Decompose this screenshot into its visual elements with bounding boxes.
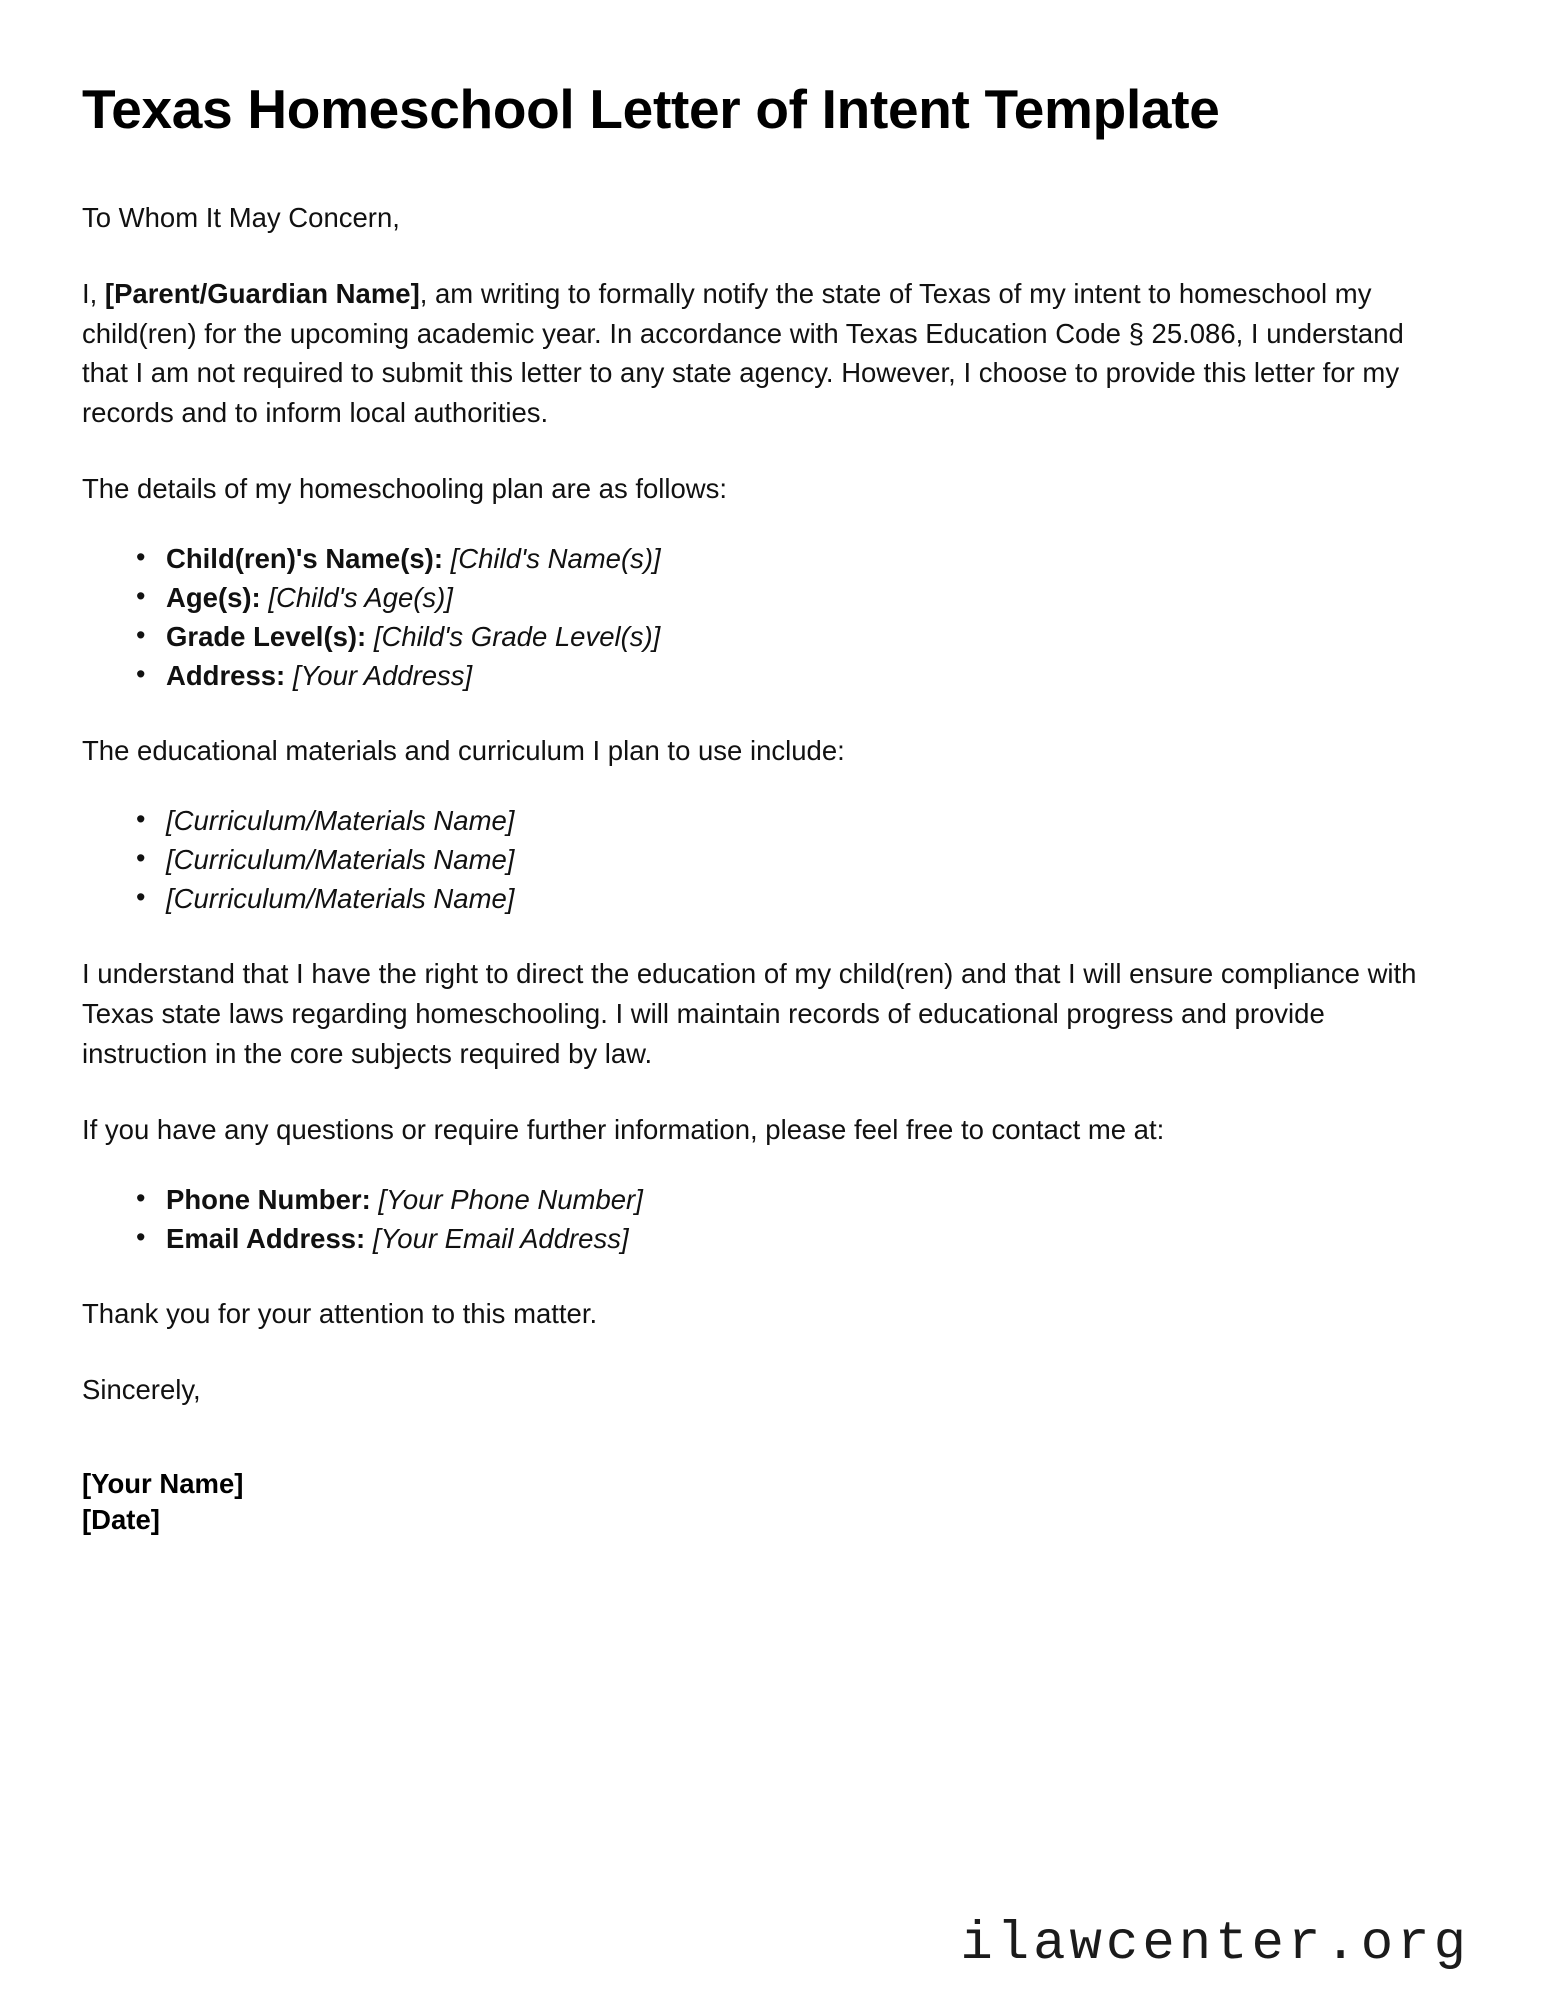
list-item (166, 840, 1472, 879)
details-intro: The details of my homeschooling plan are as follows: (82, 473, 728, 505)
spacer (82, 433, 1472, 469)
contact-label: Phone Number: (166, 1183, 371, 1215)
list-item (166, 578, 1472, 617)
list-item (166, 1219, 1472, 1258)
site-watermark: ilawcenter.org (960, 1914, 1470, 1975)
curriculum-placeholder: [Curriculum/Materials Name] (166, 844, 515, 876)
rights-paragraph: I understand that I have the right to direct the education of my child(ren) and that I will ensure compliance with Texas state laws regarding homeschooling. I will maintain records of educational progress and provide instruction in the core subjects required by law. (82, 958, 1417, 1069)
curriculum-placeholder: [Curriculum/Materials Name] (166, 883, 515, 915)
contact-list (82, 1180, 1472, 1258)
spacer (82, 918, 1472, 954)
spacer (82, 1258, 1472, 1294)
parent-guardian-name-placeholder: [Parent/Guardian Name] (104, 277, 420, 309)
detail-placeholder: [Your Address] (292, 660, 473, 692)
detail-label: Age(s): (166, 582, 261, 614)
spacer (82, 238, 1472, 274)
closing: Sincerely, (82, 1373, 201, 1405)
signature-name: [Your Name] (82, 1467, 244, 1499)
curriculum-intro: The educational materials and curriculum I plan to use include: (82, 735, 845, 767)
list-item (166, 879, 1472, 918)
list-item (166, 801, 1472, 840)
details-list (82, 539, 1472, 695)
list-item (166, 1180, 1472, 1219)
page-title: Texas Homeschool Letter of Intent Template (82, 78, 1220, 140)
detail-placeholder: [Child's Name(s)] (450, 543, 661, 575)
spacer (82, 142, 1472, 198)
list-item (166, 539, 1472, 578)
curriculum-list (82, 801, 1472, 918)
spacer (82, 1410, 1472, 1466)
list-item (166, 617, 1472, 656)
detail-label: Grade Level(s): (166, 621, 367, 653)
spacer (82, 1334, 1472, 1370)
detail-placeholder: [Child's Age(s)] (268, 582, 453, 614)
intro-rest: , am writing to formally notify the state of Texas of my intent to homeschool my child(ren) for the upcoming academic year. In accordance with Texas Education Code § 25.086, I understand that I am not required to submit this letter to any state agency. However, I choose to provide this letter for my records and to inform local authorities. (82, 277, 1404, 429)
detail-label: Child(ren)'s Name(s): (166, 543, 443, 575)
spacer (82, 509, 1472, 539)
salutation: To Whom It May Concern, (82, 201, 400, 233)
signature-date: [Date] (82, 1503, 160, 1535)
contact-placeholder: [Your Phone Number] (378, 1183, 643, 1215)
contact-intro: If you have any questions or require further information, please feel free to contact me at: (82, 1113, 1165, 1145)
intro-prefix: I, (82, 277, 105, 309)
curriculum-placeholder: [Curriculum/Materials Name] (166, 805, 515, 837)
spacer (82, 1150, 1472, 1180)
contact-label: Email Address: (166, 1222, 366, 1254)
detail-placeholder: [Child's Grade Level(s)] (373, 621, 661, 653)
thanks-paragraph: Thank you for your attention to this matter. (82, 1297, 598, 1329)
intro-paragraph (82, 274, 1437, 434)
spacer (82, 771, 1472, 801)
list-item (166, 656, 1472, 695)
spacer (82, 1074, 1472, 1110)
detail-label: Address: (166, 660, 286, 692)
spacer (82, 695, 1472, 731)
contact-placeholder: [Your Email Address] (372, 1222, 629, 1254)
